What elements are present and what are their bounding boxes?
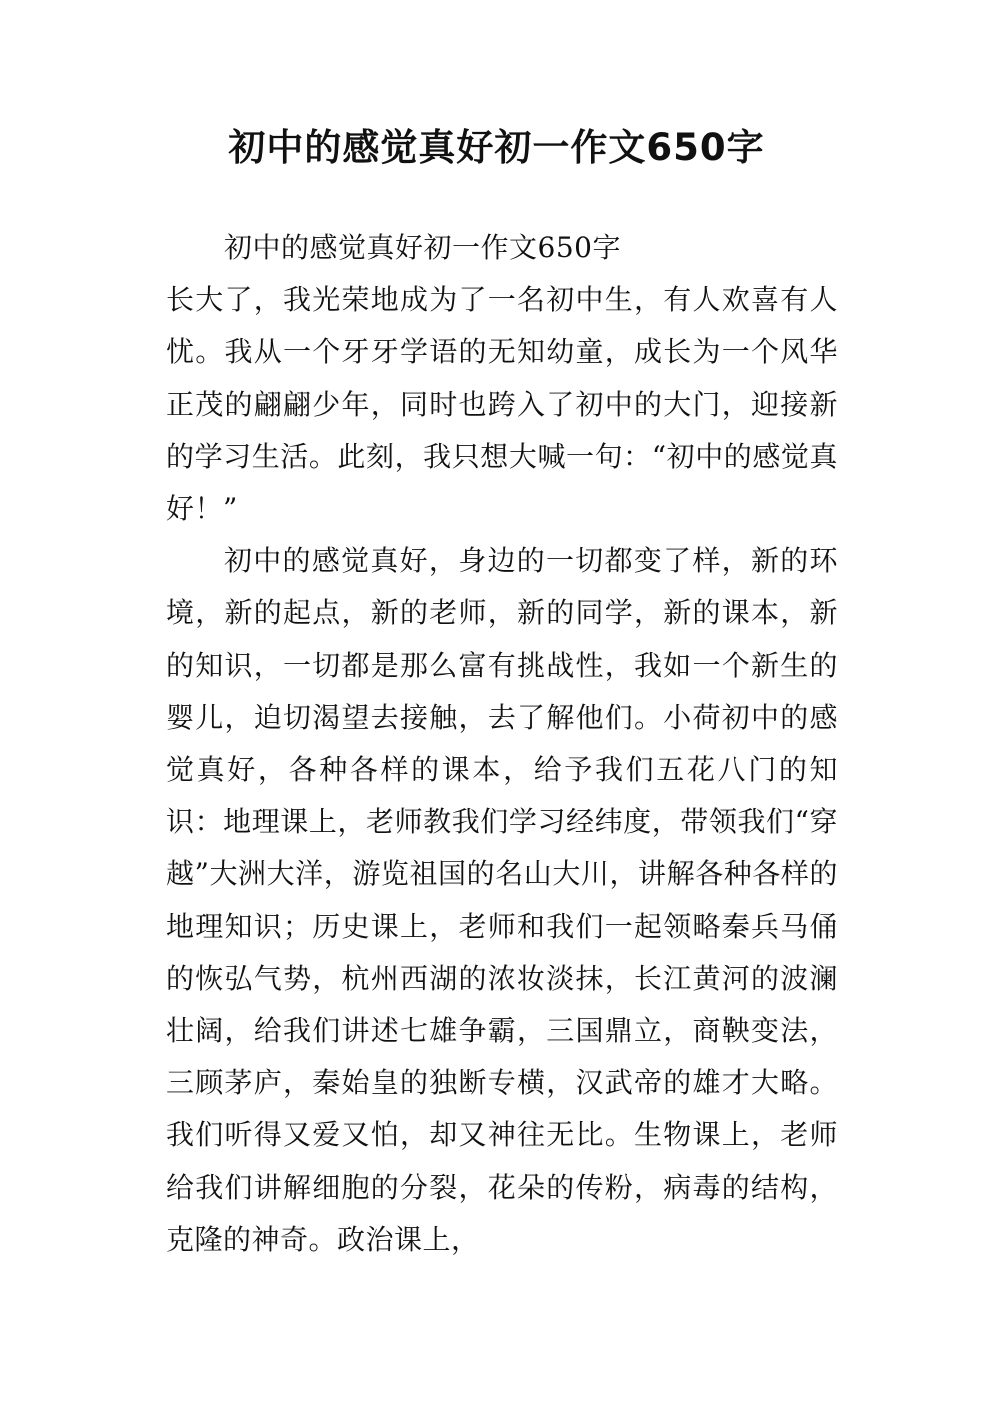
paragraph-heading-repeat: 初中的感觉真好初一作文650字 bbox=[224, 231, 621, 264]
document-body bbox=[166, 222, 838, 1266]
paragraph-main: 初中的感觉真好，身边的一切都变了样，新的环境，新的起点，新的老师，新的同学，新的课本，新的知识，一切都是那么富有挑战性，我如一个新生的婴儿，迫切渴望去接触，去了解他们。小荷初中的感觉真好，各种各样的课本，给予我们五花八门的知识：地理课上，老师教我们学习经纬度，带领我们“穿越”大洲大洋，游览祖国的名山大川，讲解各种各样的地理知识；历史课上，老师和我们一起领略秦兵马俑的恢弘气势，杭州西湖的浓妆淡抹，长江黄河的波澜壮阔，给我们讲述七雄争霸，三国鼎立，商鞅变法，三顾茅庐，秦始皇的独断专横，汉武帝的雄才大略。我们听得又爱又怕，却又神往无比。生物课上，老师给我们讲解细胞的分裂，花朵的传粉，病毒的结构，克隆的神奇。政治课上， bbox=[166, 544, 838, 1256]
paragraph-intro: 长大了，我光荣地成为了一名初中生，有人欢喜有人忧。我从一个牙牙学语的无知幼童，成长为一个风华正茂的翩翩少年，同时也跨入了初中的大门，迎接新的学习生活。此刻，我只想大喊一句：“初中的感觉真好！” bbox=[166, 283, 838, 526]
document-title: 初中的感觉真好初一作文650字 bbox=[228, 126, 765, 169]
